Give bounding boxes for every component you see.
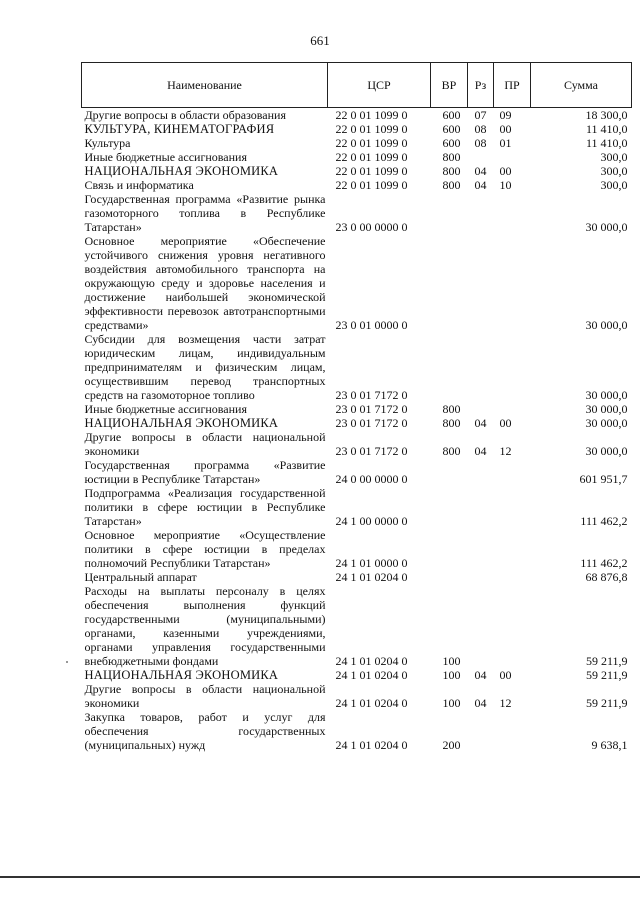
cell-name: Другие вопросы в области национальной экономики — [84, 430, 326, 458]
cell-pr — [494, 234, 531, 332]
cell-pr: 00 — [499, 416, 512, 430]
cell-csr: 24 1 01 0000 0 — [335, 556, 408, 570]
cell-pr — [494, 528, 531, 570]
cell-csr: 24 1 01 0204 0 — [335, 738, 408, 752]
table-row — [82, 234, 632, 332]
cell-rz: 04 — [474, 696, 487, 710]
table-row — [82, 668, 632, 682]
cell-vr: 800 — [442, 164, 461, 178]
cell-rz: 08 — [474, 136, 487, 150]
cell-sum: 59 211,9 — [585, 668, 628, 682]
cell-csr: 23 0 01 7172 0 — [335, 444, 408, 458]
cell-csr: 23 0 01 7172 0 — [335, 416, 408, 430]
cell-csr: 23 0 01 0000 0 — [335, 318, 408, 332]
cell-rz — [468, 332, 494, 402]
cell-pr — [494, 458, 531, 486]
scan-speck — [66, 661, 68, 663]
cell-sum: 68 876,8 — [585, 570, 628, 584]
header-name: Наименование — [82, 63, 328, 108]
cell-csr: 22 0 01 1099 0 — [335, 122, 408, 136]
cell-vr — [431, 458, 468, 486]
cell-pr: 09 — [499, 108, 512, 122]
cell-csr: 22 0 01 1099 0 — [335, 108, 408, 122]
cell-csr: 24 0 00 0000 0 — [335, 472, 408, 486]
cell-sum: 30 000,0 — [585, 444, 628, 458]
cell-csr: 24 1 01 0204 0 — [335, 668, 408, 682]
cell-sum: 30 000,0 — [585, 388, 628, 402]
cell-vr — [431, 332, 468, 402]
cell-csr: 23 0 01 7172 0 — [335, 402, 408, 416]
table-row — [82, 164, 632, 178]
cell-pr — [494, 584, 531, 668]
cell-rz — [468, 486, 494, 528]
table-header-row — [82, 63, 632, 108]
table-row — [82, 192, 632, 234]
cell-csr: 24 1 00 0000 0 — [335, 514, 408, 528]
table-row — [82, 430, 632, 458]
cell-pr: 12 — [499, 444, 512, 458]
cell-name: Другие вопросы в области образования — [84, 108, 286, 122]
cell-pr — [494, 150, 531, 164]
cell-name: Иные бюджетные ассигнования — [84, 150, 247, 164]
table-row — [82, 416, 632, 430]
cell-rz: 04 — [474, 444, 487, 458]
cell-vr: 800 — [442, 416, 461, 430]
cell-sum: 30 000,0 — [585, 318, 628, 332]
cell-pr — [494, 402, 531, 416]
cell-rz: 04 — [474, 164, 487, 178]
cell-rz — [468, 458, 494, 486]
cell-name: Связь и информатика — [84, 178, 194, 192]
cell-name: КУЛЬТУРА, КИНЕМАТОГРАФИЯ — [84, 122, 275, 136]
cell-sum: 11 410,0 — [585, 122, 628, 136]
table-row — [82, 150, 632, 164]
cell-name: Центральный аппарат — [84, 570, 197, 584]
page-number: 661 — [310, 33, 330, 48]
cell-name: Подпрограмма «Реализация государственной политики в сфере юстиции в Республике Татарстан» — [84, 486, 326, 528]
cell-rz — [468, 528, 494, 570]
cell-pr — [494, 486, 531, 528]
cell-csr: 22 0 01 1099 0 — [335, 164, 408, 178]
cell-sum: 111 462,2 — [580, 556, 628, 570]
table-row — [82, 122, 632, 136]
cell-csr: 22 0 01 1099 0 — [335, 150, 408, 164]
cell-rz — [468, 402, 494, 416]
cell-rz — [468, 584, 494, 668]
table-row — [82, 486, 632, 528]
cell-sum: 9 638,1 — [591, 738, 628, 752]
header-csr: ЦСР — [328, 63, 431, 108]
table-row — [82, 136, 632, 150]
cell-csr: 22 0 01 1099 0 — [335, 178, 408, 192]
header-vr: ВР — [431, 63, 468, 108]
cell-vr: 100 — [442, 654, 461, 668]
cell-vr: 600 — [442, 122, 461, 136]
cell-csr: 24 1 01 0204 0 — [335, 570, 408, 584]
cell-csr: 24 1 01 0204 0 — [335, 654, 408, 668]
cell-sum: 59 211,9 — [585, 654, 628, 668]
table-body — [82, 108, 632, 753]
cell-vr: 800 — [442, 444, 461, 458]
cell-sum: 59 211,9 — [585, 696, 628, 710]
cell-pr: 00 — [499, 122, 512, 136]
cell-pr: 01 — [499, 136, 512, 150]
cell-sum: 300,0 — [600, 150, 628, 164]
budget-table — [81, 62, 632, 752]
cell-vr — [431, 570, 468, 584]
table-row — [82, 458, 632, 486]
table-row — [82, 332, 632, 402]
cell-vr: 600 — [442, 136, 461, 150]
cell-vr — [431, 528, 468, 570]
cell-sum: 18 300,0 — [585, 108, 628, 122]
cell-name: НАЦИОНАЛЬНАЯ ЭКОНОМИКА — [84, 416, 279, 430]
cell-sum: 30 000,0 — [585, 402, 628, 416]
cell-vr: 100 — [442, 668, 461, 682]
cell-name: Субсидии для возмещения части затрат юридическим лицам, индивидуальным предпринимателям и физическим лицам, осуществившим перевод транспортных средств на газомоторное топливо — [84, 332, 326, 402]
cell-name: НАЦИОНАЛЬНАЯ ЭКОНОМИКА — [84, 164, 279, 178]
cell-vr: 800 — [442, 178, 461, 192]
cell-vr — [431, 192, 468, 234]
table-row — [82, 710, 632, 752]
cell-pr: 00 — [499, 164, 512, 178]
cell-rz — [468, 710, 494, 752]
cell-csr: 23 0 00 0000 0 — [335, 220, 408, 234]
header-sum: Сумма — [531, 63, 632, 108]
cell-rz: 04 — [474, 178, 487, 192]
cell-rz: 04 — [474, 668, 487, 682]
cell-pr: 12 — [499, 696, 512, 710]
table-row — [82, 108, 632, 123]
cell-pr: 10 — [499, 178, 512, 192]
cell-csr: 24 1 01 0204 0 — [335, 696, 408, 710]
cell-rz — [468, 570, 494, 584]
cell-name: Другие вопросы в области национальной экономики — [84, 682, 326, 710]
cell-rz — [468, 150, 494, 164]
cell-csr: 23 0 01 7172 0 — [335, 388, 408, 402]
cell-rz — [468, 192, 494, 234]
cell-sum: 601 951,7 — [579, 472, 628, 486]
cell-pr — [494, 332, 531, 402]
cell-pr — [494, 710, 531, 752]
table-row — [82, 178, 632, 192]
header-pr: ПР — [494, 63, 531, 108]
header-rz: Рз — [468, 63, 494, 108]
cell-rz: 08 — [474, 122, 487, 136]
table-row — [82, 570, 632, 584]
cell-vr — [431, 486, 468, 528]
cell-sum: 111 462,2 — [580, 514, 628, 528]
cell-rz: 07 — [474, 108, 487, 122]
cell-name: Государственная программа «Развитие рынка газомоторного топлива в Республике Татарстан» — [84, 192, 326, 234]
cell-vr: 800 — [442, 402, 461, 416]
cell-sum: 11 410,0 — [585, 136, 628, 150]
cell-name: Иные бюджетные ассигнования — [84, 402, 247, 416]
table-row — [82, 682, 632, 710]
cell-vr: 600 — [442, 108, 461, 122]
cell-name: Культура — [84, 136, 131, 150]
cell-name: НАЦИОНАЛЬНАЯ ЭКОНОМИКА — [84, 668, 279, 682]
cell-vr: 200 — [442, 738, 461, 752]
cell-name: Закупка товаров, работ и услуг для обеспечения государственных (муниципальных) нужд — [84, 710, 326, 752]
cell-name: Государственная программа «Развитие юстиции в Республике Татарстан» — [84, 458, 326, 486]
cell-vr — [431, 234, 468, 332]
cell-sum: 30 000,0 — [585, 220, 628, 234]
cell-sum: 300,0 — [600, 178, 628, 192]
cell-rz: 04 — [474, 416, 487, 430]
cell-pr: 00 — [499, 668, 512, 682]
table-row — [82, 528, 632, 570]
cell-name: Основное мероприятие «Осуществление политики в сфере юстиции в пределах полномочий Республики Татарстан» — [84, 528, 326, 570]
cell-sum: 300,0 — [600, 164, 628, 178]
cell-csr: 22 0 01 1099 0 — [335, 136, 408, 150]
cell-name: Основное мероприятие «Обеспечение устойчивого снижения уровня негативного воздействия автомобильного транспорта на окружающую среду и здоровье населения и достижение наибольшей экономической эффективности перевозок автотранспортными средствами» — [84, 234, 326, 332]
cell-vr: 100 — [442, 696, 461, 710]
cell-vr: 800 — [442, 150, 461, 164]
cell-name: Расходы на выплаты персоналу в целях обеспечения выполнения функций государственными (муниципальными) органами, казенными учреждениями, органами управления государственными внебюджетными фондами — [84, 584, 326, 668]
cell-pr — [494, 570, 531, 584]
cell-pr — [494, 192, 531, 234]
table-row — [82, 584, 632, 668]
bottom-rule — [0, 876, 640, 878]
cell-rz — [468, 234, 494, 332]
cell-sum: 30 000,0 — [585, 416, 628, 430]
table-row — [82, 402, 632, 416]
